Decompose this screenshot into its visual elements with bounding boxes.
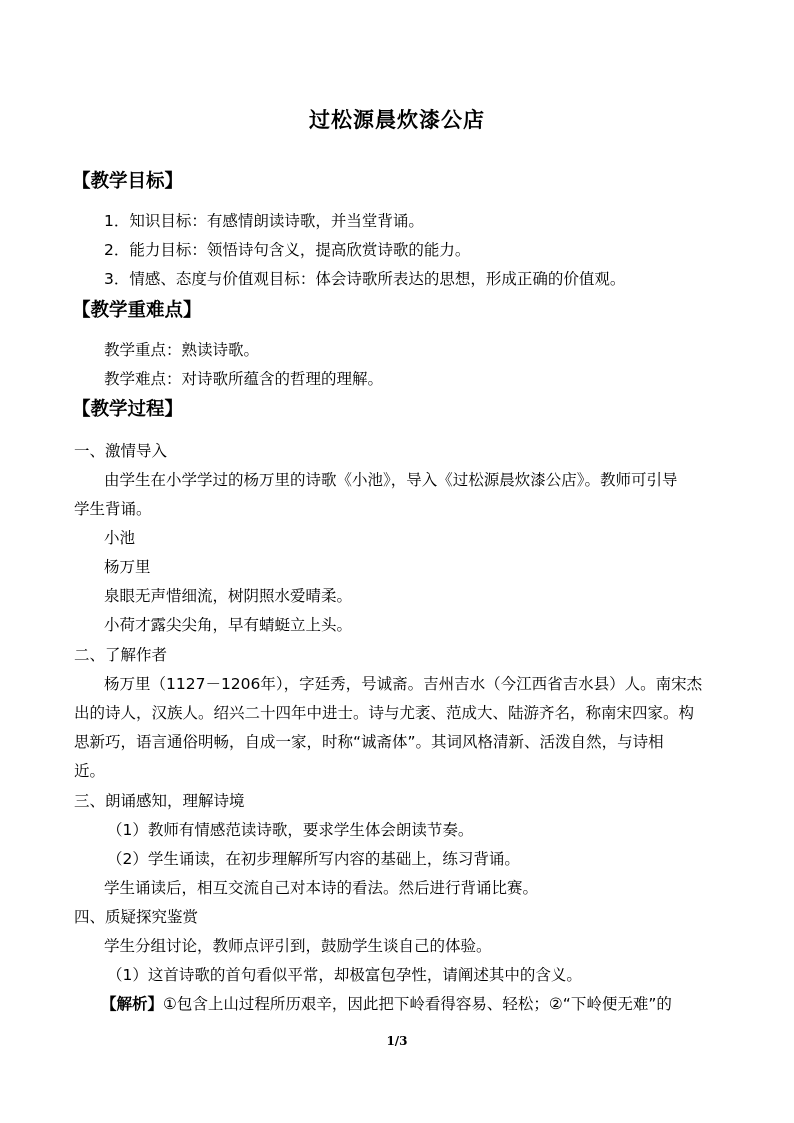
key-points-heading: 【教学重难点】 — [72, 300, 202, 321]
author-bio-line1: 杨万里（1127－1206年），字廷秀，号诚斋。吉州吉水（今江西省吉水县）人。南宋杰 — [104, 675, 703, 693]
poem-line-1: 泉眼无声惜细流，树阴照水爱晴柔。 — [104, 587, 353, 605]
author-bio-line4: 近。 — [74, 762, 106, 780]
part1-title: 一、激情导入 — [74, 442, 168, 460]
objectives-heading: 【教学目标】 — [72, 171, 184, 192]
part2-title: 二、了解作者 — [74, 646, 168, 664]
part3-note: 学生诵读后，相互交流自己对本诗的看法。然后进行背诵比赛。 — [104, 879, 539, 897]
analysis-text: ①包含上山过程所历艰辛，因此把下岭看得容易、轻松；②“下岭便无难”的 — [163, 995, 672, 1013]
part4-question1: （1）这首诗歌的首句看似平常，却极富包孕性，请阐述其中的含义。 — [107, 966, 582, 984]
teaching-focus: 教学重点：熟读诗歌。 — [104, 341, 260, 359]
process-heading: 【教学过程】 — [72, 399, 184, 420]
part1-paragraph-line1: 由学生在小学学过的杨万里的诗歌《小池》，导入《过松源晨炊漆公店》。教师可引导 — [104, 471, 678, 489]
analysis-line — [101, 994, 672, 1014]
document-title: 过松源晨炊漆公店 — [309, 107, 485, 132]
teaching-difficulty: 教学难点：对诗歌所蕴含的哲理的理解。 — [104, 370, 384, 388]
part1-paragraph-line2: 学生背诵。 — [74, 500, 152, 518]
author-bio-line2: 出的诗人，汉族人。绍兴二十四年中进士。诗与尤袤、范成大、陆游齐名，称南宋四家。构 — [74, 704, 695, 722]
objective-item-3: 3．情感、态度与价值观目标：体会诗歌所表达的思想，形成正确的价值观。 — [104, 270, 626, 288]
part3-step2: （2）学生诵读，在初步理解所写内容的基础上，练习背诵。 — [107, 850, 520, 868]
part4-title: 四、质疑探究鉴赏 — [74, 908, 199, 926]
part3-step1: （1）教师有情感范读诗歌，要求学生体会朗读节奏。 — [107, 821, 474, 839]
objective-item-2: 2．能力目标：领悟诗句含义，提高欣赏诗歌的能力。 — [104, 241, 471, 259]
poem-title: 小池 — [104, 529, 136, 547]
poem-author: 杨万里 — [104, 558, 151, 576]
analysis-label: 【解析】 — [101, 995, 164, 1013]
poem-line-2: 小荷才露尖尖角，早有蜻蜓立上头。 — [104, 616, 353, 634]
author-bio-line3: 思新巧，语言通俗明畅，自成一家，时称“诚斋体”。其词风格清新、活泼自然，与诗相 — [74, 733, 664, 751]
page-number: 1/3 — [386, 1034, 408, 1048]
objective-item-1: 1．知识目标：有感情朗读诗歌，并当堂背诵。 — [104, 212, 424, 230]
part3-title: 三、朗诵感知，理解诗境 — [74, 792, 245, 810]
part4-intro: 学生分组讨论，教师点评引到，鼓励学生谈自己的体验。 — [104, 937, 492, 955]
